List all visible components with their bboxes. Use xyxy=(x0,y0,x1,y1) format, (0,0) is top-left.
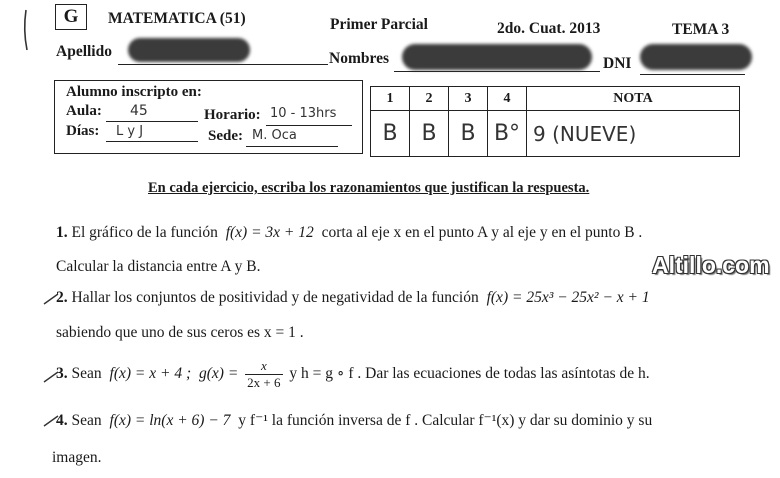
nombres-label: Nombres xyxy=(329,50,389,67)
exercise-3-g-denominator: 2x + 6 xyxy=(247,375,281,390)
apellido-line xyxy=(118,64,328,65)
sede-value: M. Oca xyxy=(252,128,297,143)
exercise-3-number: 3. xyxy=(56,365,68,383)
exercise-2-number: 2. xyxy=(56,289,68,306)
margin-pen-stroke xyxy=(18,8,32,52)
exercise-4-text-a: Sean xyxy=(71,412,102,429)
grade-header-1: 1 xyxy=(371,87,410,111)
grade-final: 9 (NUEVE) xyxy=(527,111,740,157)
grade-header-nota: NOTA xyxy=(527,87,740,111)
horario-label: Horario: xyxy=(204,107,261,123)
exercise-1-line-1 xyxy=(56,224,642,242)
grade-mark-3: B xyxy=(449,111,488,157)
exercise-4-line-1 xyxy=(56,411,652,430)
exercise-3-line xyxy=(56,358,650,391)
nombres-redaction xyxy=(402,44,592,70)
exercise-3-g-lhs: g(x) = xyxy=(199,365,239,383)
exercise-2-text-a: Hallar los conjuntos de positividad y de negatividad de la función xyxy=(71,289,479,306)
exercise-3-g-fraction xyxy=(245,358,282,391)
exercise-3-f-definition: f(x) = x + 4 ; xyxy=(109,365,192,383)
instruction: En cada ejercicio, escriba los razonamientos que justifican la respuesta. xyxy=(148,180,590,196)
exercise-2-line-1 xyxy=(56,289,650,307)
aula-line xyxy=(106,121,198,122)
exercise-2-formula: f(x) = 25x³ − 25x² − x + 1 xyxy=(486,289,650,306)
exam-letter-box: G xyxy=(55,4,87,30)
grade-mark-4: B° xyxy=(488,111,527,157)
grade-header-2: 2 xyxy=(410,87,449,111)
dni-redaction xyxy=(640,44,752,70)
dias-line xyxy=(106,141,198,142)
exercise-1-text-a: El gráfico de la función xyxy=(71,224,218,241)
exercise-1-text-b: corta al eje x en el punto A y al eje y en el punto B . xyxy=(321,224,643,241)
dias-value: L y J xyxy=(116,124,144,139)
apellido-redaction xyxy=(128,38,250,62)
dias-label: Días: xyxy=(66,123,100,139)
grade-mark-2: B xyxy=(410,111,449,157)
sede-label: Sede: xyxy=(208,128,243,144)
exercise-1-formula: f(x) = 3x + 12 xyxy=(225,224,314,241)
nombres-line xyxy=(394,71,600,72)
aula-label: Aula: xyxy=(66,103,102,119)
grade-table xyxy=(370,86,740,157)
dni-label: DNI xyxy=(603,55,632,72)
exercise-4-text-b: y f⁻¹ la función inversa de f . Calcular f⁻¹(x) y dar su dominio y su xyxy=(238,412,653,429)
apellido-label: Apellido xyxy=(56,43,112,60)
exercise-4-line-2: imagen. xyxy=(52,449,102,466)
horario-value: 10 - 13hrs xyxy=(270,106,337,121)
exam-term: 2do. Cuat. 2013 xyxy=(497,20,601,37)
sede-line xyxy=(246,146,338,147)
exercise-1-number: 1. xyxy=(56,224,68,241)
grade-header-4: 4 xyxy=(488,87,527,111)
enrollment-title: Alumno inscripto en: xyxy=(66,84,202,100)
exercise-3-g-numerator: x xyxy=(245,358,282,375)
exercise-1-line-2: Calcular la distancia entre A y B. xyxy=(56,258,261,275)
exercise-4-formula: f(x) = ln(x + 6) − 7 xyxy=(109,412,231,429)
exercise-3-text-a: Sean xyxy=(71,365,102,383)
aula-value: 45 xyxy=(130,103,148,119)
dni-line xyxy=(640,74,745,75)
exam-name: Primer Parcial xyxy=(330,16,428,33)
exam-tema: TEMA 3 xyxy=(672,21,730,38)
exercise-4-number: 4. xyxy=(56,412,68,429)
watermark-logo: Altillo.com xyxy=(652,252,770,278)
horario-line xyxy=(266,125,352,126)
exercise-2-line-2: sabiendo que uno de sus ceros es x = 1 . xyxy=(56,324,304,341)
grade-header-3: 3 xyxy=(449,87,488,111)
exercise-3-text-b: y h = g ∘ f . Dar las ecuaciones de todas las asíntotas de h. xyxy=(289,365,650,383)
subject-title: MATEMATICA (51) xyxy=(108,10,246,27)
grade-mark-1: B xyxy=(371,111,410,157)
